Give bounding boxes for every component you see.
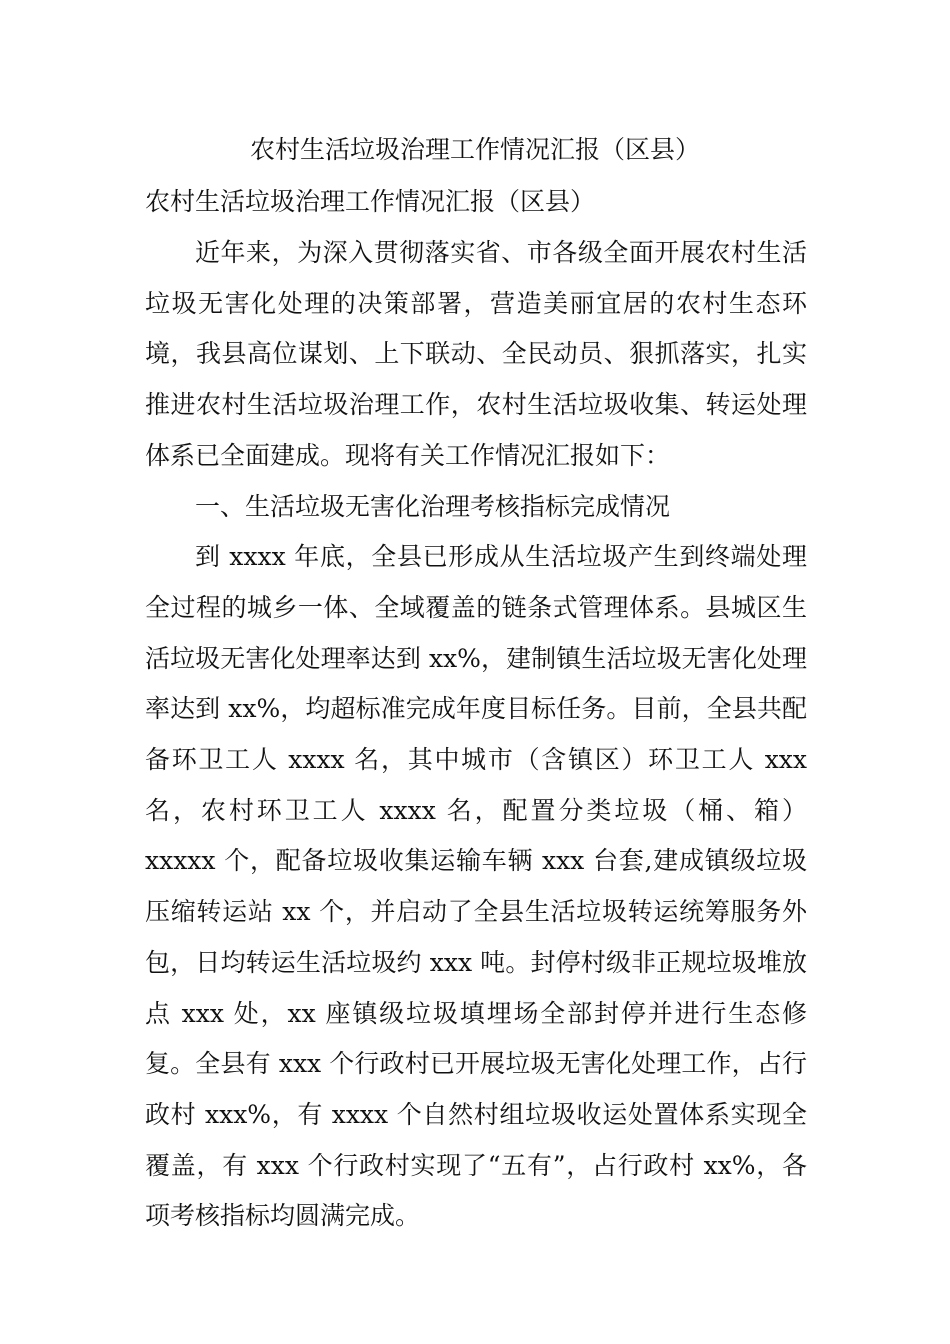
document-body [145, 228, 807, 1242]
section-paragraph-1: 到 xxxx 年底，全县已形成从生活垃圾产生到终端处理全过程的城乡一体、全域覆盖的链条式管理体系。县城区生活垃圾无害化处理率达到 xx%，建制镇生活垃圾无害化处理率达到 xx%，均超标准完成年度目标任务。目前，全县共配备环卫工人 xxxx 名，其中城市（含镇区）环卫工人 xxx 名，农村环卫工人 xxxx 名，配置分类垃圾（桶、箱）xxxxx 个，配备垃圾收集运输车辆 xxx 台套,建成镇级垃圾压缩转运站 xx 个，并启动了全县生活垃圾转运统筹服务外包，日均转运生活垃圾约 xxx 吨。封停村级非正规垃圾堆放点 xxx 处，xx 座镇级垃圾填埋场全部封停并进行生态修复。全县有 xxx 个行政村已开展垃圾无害化处理工作，占行政村 xxx%，有 xxxx 个自然村组垃圾收运处置体系实现全覆盖，有 xxx 个行政村实现了“五有”，占行政村 xx%，各项考核指标均圆满完成。 [145, 542, 807, 1231]
section-heading-1: 一、生活垃圾无害化治理考核指标完成情况 [195, 491, 671, 521]
intro-paragraph: 近年来，为深入贯彻落实省、市各级全面开展农村生活垃圾无害化处理的决策部署，营造美丽宜居的农村生态环境，我县高位谋划、上下联动、全民动员、狠抓落实，扎实推进农村生活垃圾治理工作，农村生活垃圾收集、转运处理体系已全面建成。现将有关工作情况汇报如下： [145, 238, 807, 470]
document-title: 农村生活垃圾治理工作情况汇报（区县） [249, 135, 700, 164]
document-subtitle: 农村生活垃圾治理工作情况汇报（区县） [145, 187, 596, 216]
